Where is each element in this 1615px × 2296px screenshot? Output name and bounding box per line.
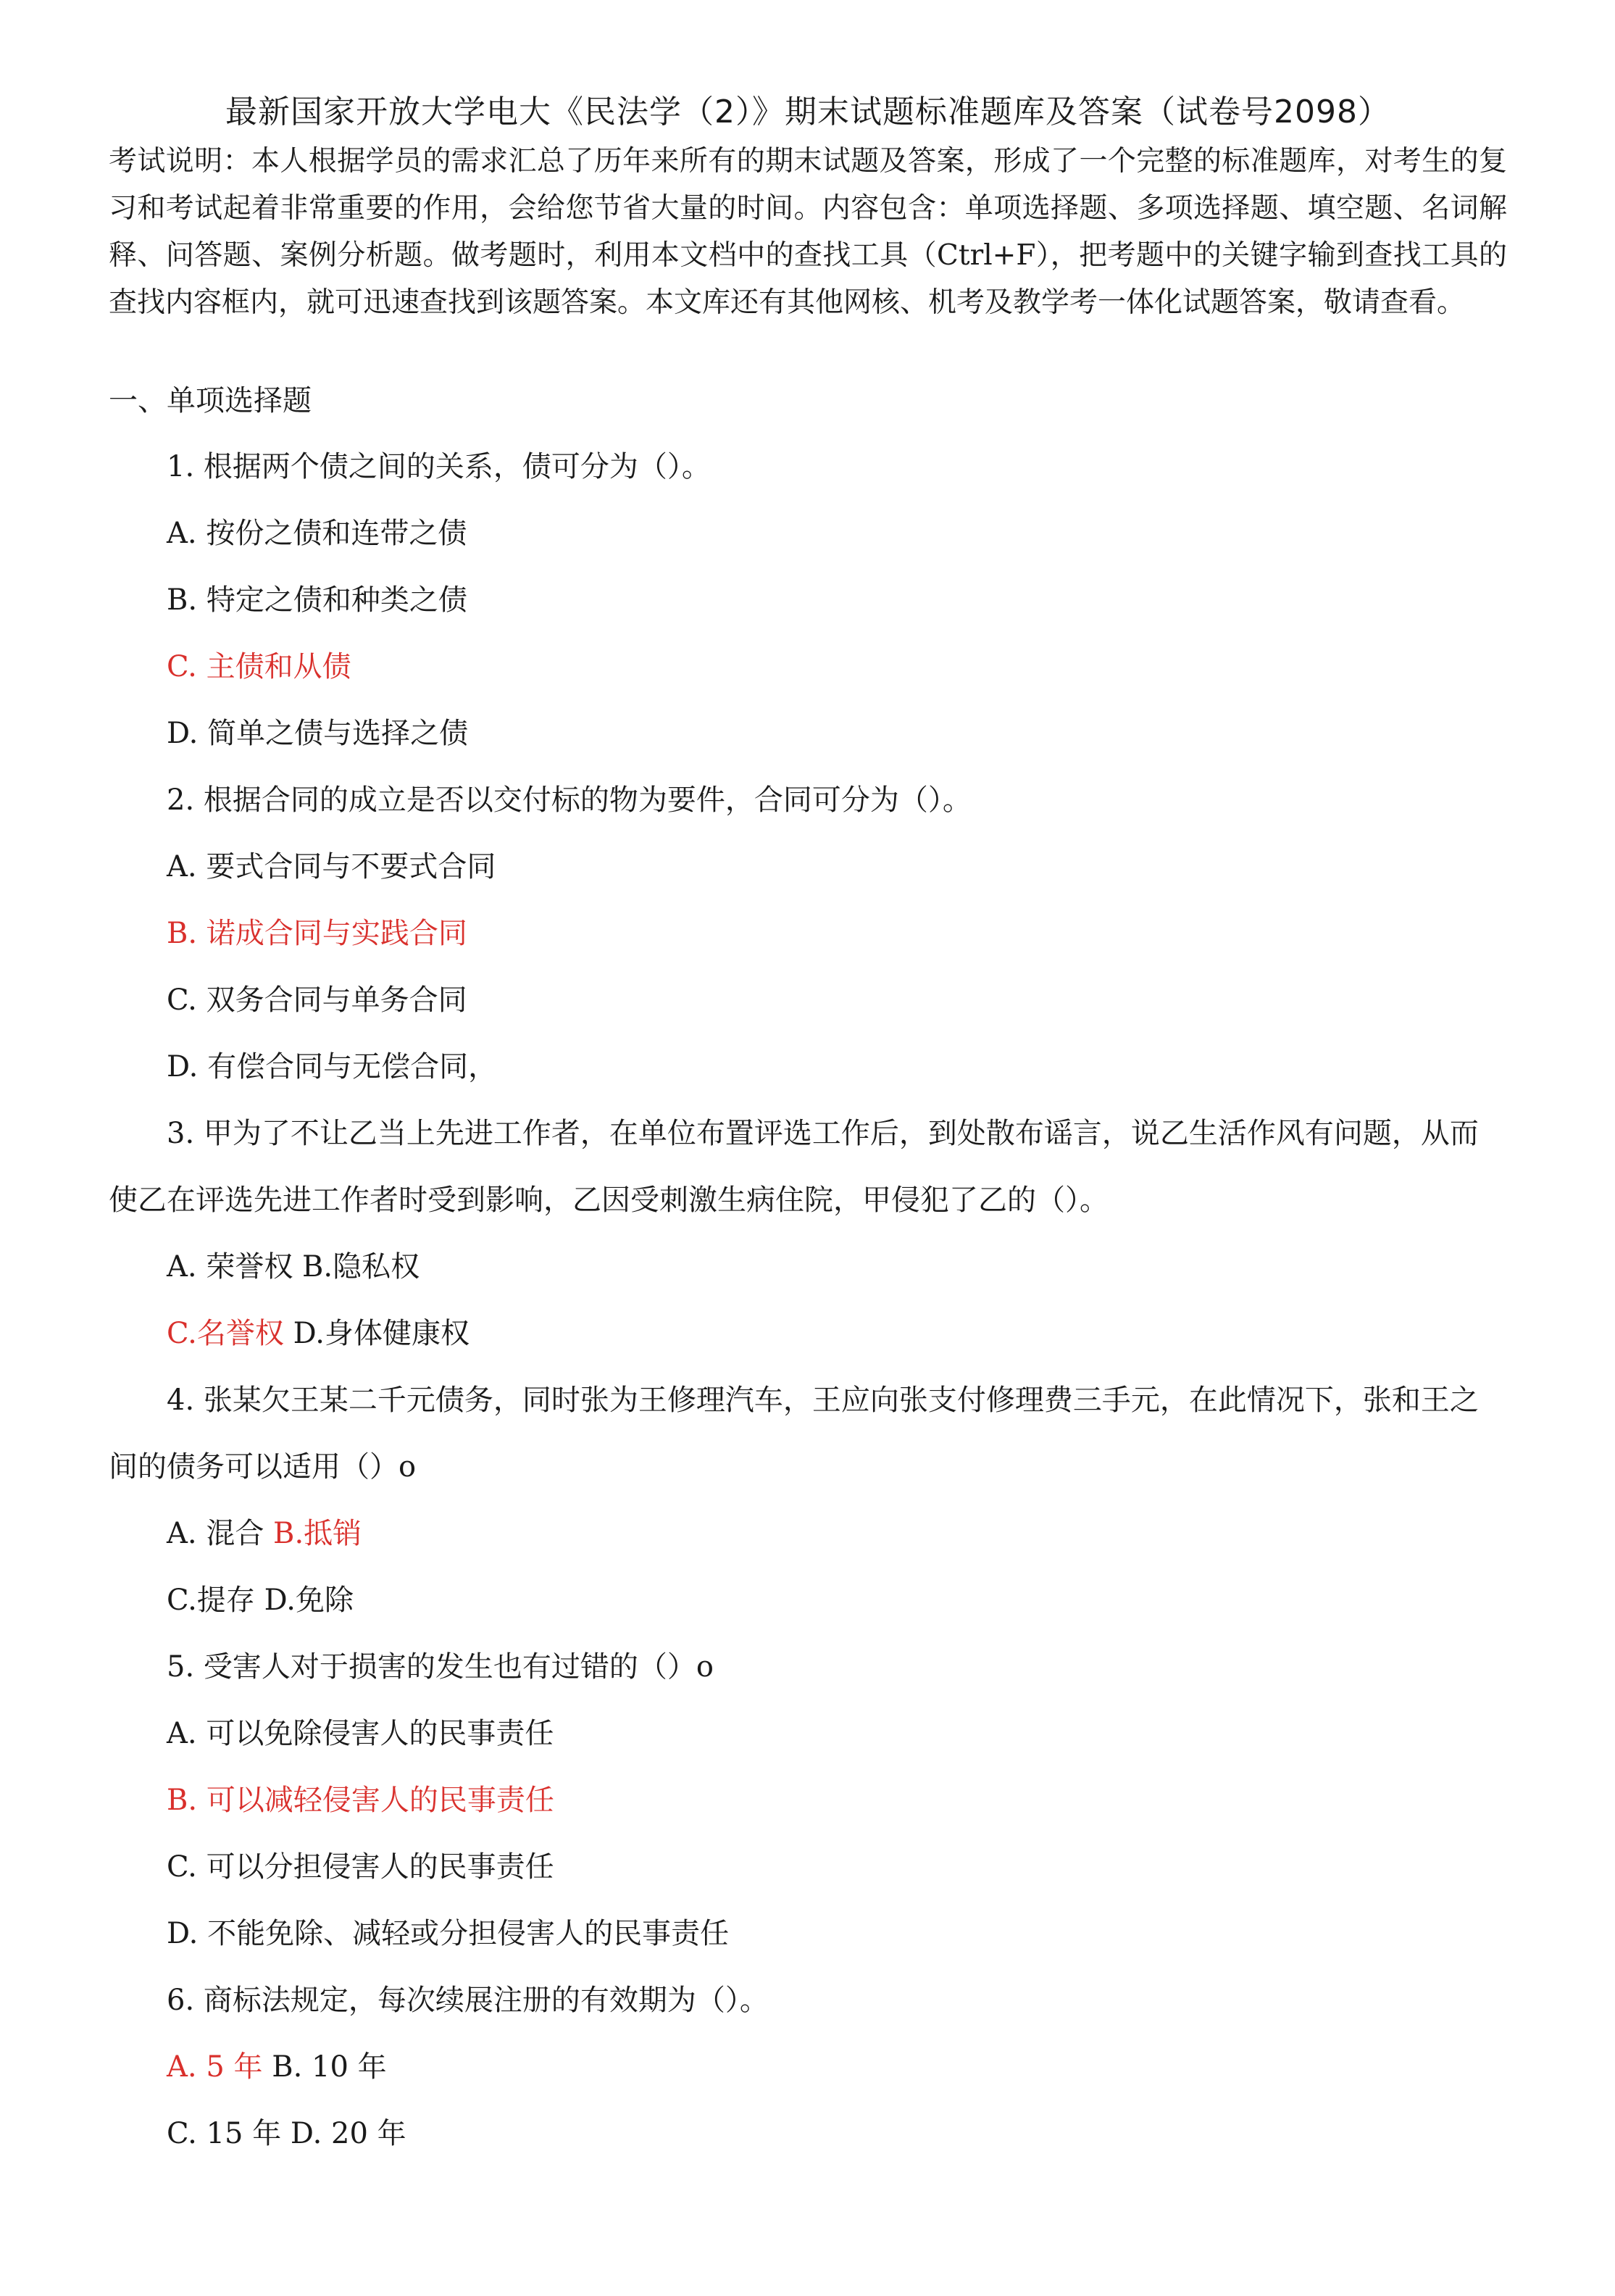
question-3-options-ab: A. 荣誉权 B.隐私权 [167,1250,420,1284]
question-3-option-c-answer: C.名誉权 [167,1317,284,1350]
question-1-option-d: D. 简单之债与选择之债 [167,717,469,750]
question-5-option-b-answer: B. 可以减轻侵害人的民事责任 [167,1784,554,1817]
question-5-option-c: C. 可以分担侵害人的民事责任 [167,1850,554,1884]
question-5-stem: 5. 受害人对于损害的发生也有过错的（）o [167,1650,714,1684]
question-6-option-b: B. 10 年 [272,2050,387,2084]
question-2-option-c: C. 双务合同与单务合同 [167,983,467,1017]
question-1-option-a: A. 按份之债和连带之债 [167,517,467,550]
document-title: 最新国家开放大学电大《民法学（2）》期末试题标准题库及答案（试卷号2098） [225,93,1390,130]
question-4-option-a: A. 混合 [167,1517,264,1550]
question-6-options-ab [167,2047,387,2087]
question-5-option-a: A. 可以免除侵害人的民事责任 [167,1717,554,1750]
question-5-option-d: D. 不能免除、减轻或分担侵害人的民事责任 [167,1917,730,1950]
exam-instructions: 考试说明：本人根据学员的需求汇总了历年来所有的期末试题及答案，形成了一个完整的标准题库，对考生的复习和考试起着非常重要的作用，会给您节省大量的时间。内容包含：单项选择题、多项选择题、填空题、名词解释、问答题、案例分析题。做考题时，利用本文档中的查找工具（Ctrl+F），把考题中的关键字输到查找工具的查找内容框内，就可迅速查找到该题答案。本文库还有其他网核、机考及教学考一体化试题答案，敬请查看。 [109,145,1507,319]
question-3-stem: 3. 甲为了不让乙当上先进工作者，在单位布置评选工作后，到处散布谣言，说乙生活作风有问题，从而使乙在评选先进工作者时受到影响，乙因受刺激生病住院，甲侵犯了乙的（）。 [109,1117,1479,1217]
question-4-options-cd: C.提存 D.免除 [167,1584,354,1617]
question-6-option-a-answer: A. 5 年 [167,2050,263,2084]
question-4-options-ab [167,1513,362,1554]
question-1-option-b: B. 特定之债和种类之债 [167,583,467,617]
question-2-option-b-answer: B. 诺成合同与实践合同 [167,917,467,950]
question-1-stem: 1. 根据两个债之间的关系，债可分为（）。 [167,450,711,483]
question-1-option-c-answer: C. 主债和从债 [167,650,351,683]
question-2-option-a: A. 要式合同与不要式合同 [167,850,496,883]
question-4-option-b-answer: B.抵销 [273,1517,362,1550]
question-2-option-d: D. 有偿合同与无偿合同， [167,1050,498,1083]
question-6-stem: 6. 商标法规定，每次续展注册的有效期为（）。 [167,1984,769,2017]
question-2-stem: 2. 根据合同的成立是否以交付标的物为要件，合同可分为（）。 [167,783,972,817]
question-3-option-d: D.身体健康权 [293,1317,470,1350]
question-4-stem: 4. 张某欠王某二千元债务，同时张为王修理汽车，王应向张支付修理费三手元，在此情况下，张和王之间的债务可以适用（）o [109,1384,1479,1484]
section-heading: 一、单项选择题 [109,384,312,417]
question-6-options-cd: C. 15 年 D. 20 年 [167,2117,406,2150]
question-3-options-cd [167,1313,470,1354]
